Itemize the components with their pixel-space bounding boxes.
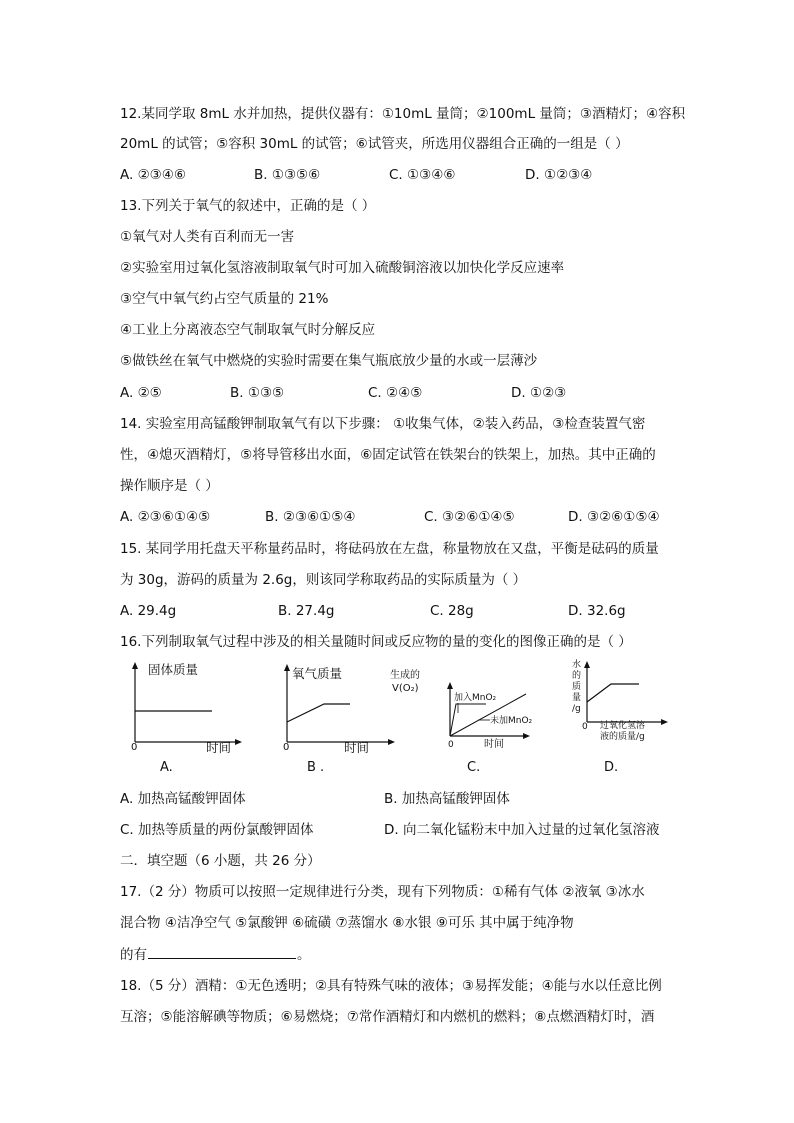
q16-graph-b-origin: 0 xyxy=(283,742,290,753)
q14-option-c: C. ③②⑥①④⑤ xyxy=(424,509,515,525)
q16-graph-c-origin: 0 xyxy=(448,740,454,750)
q16-option-b: B. 加热高锰酸钾固体 xyxy=(384,791,510,807)
q14-line3: 操作顺序是（ ） xyxy=(120,478,219,494)
q12-option-a: A. ②③④⑥ xyxy=(120,167,186,183)
q16-graph-d-ylabel1: 水 xyxy=(572,660,582,670)
q14-option-b: B. ②③⑥①⑤④ xyxy=(265,509,356,525)
q13-option-a: A. ②⑤ xyxy=(120,385,162,401)
q18-line2: 互溶；⑤能溶解碘等物质；⑥易燃烧；⑦常作酒精灯和内燃机的燃料；⑧点燃酒精灯时，酒 xyxy=(120,1009,655,1025)
q17-line3-prefix: 的有 xyxy=(120,947,147,963)
q15-option-a: A. 29.4g xyxy=(120,603,177,619)
q16-graph-c-ylabel1: 生成的 xyxy=(390,670,420,681)
q16-graph-d-origin: 0 xyxy=(582,722,588,732)
q13-item-2: ②实验室用过氧化氢溶液制取氧气时可加入硫酸铜溶液以加快化学反应速率 xyxy=(120,260,565,276)
q17-line2: 混合物 ④洁净空气 ⑤氯酸钾 ⑥硫磺 ⑦蒸馏水 ⑧水银 ⑨可乐 其中属于纯净物 xyxy=(120,915,574,931)
q16-option-c: C. 加热等质量的两份氯酸钾固体 xyxy=(120,822,314,838)
q16-graph-d-caption: D. xyxy=(604,760,619,775)
q16-graph-a-xlabel: 时间 xyxy=(206,740,232,755)
q12-line2: 20mL 的试管；⑤容积 30mL 的试管；⑥试管夹，所选用仪器组合正确的一组是（ ） xyxy=(120,136,629,152)
q17-line3-suffix: 。 xyxy=(297,947,311,963)
q16-graph-c-curve2: 未加MnO₂ xyxy=(490,716,533,726)
q13-option-c: C. ②④⑤ xyxy=(368,385,423,401)
q16-graph-a xyxy=(122,660,242,755)
q15-line1: 15. 某同学用托盘天平称量药品时，将砝码放在左盘，称量物放在又盘，平衡是砝码的质量 xyxy=(120,541,659,557)
q15-option-b: B. 27.4g xyxy=(278,603,335,619)
q12-option-c: C. ①③④⑥ xyxy=(389,167,456,183)
q15-option-c: C. 28g xyxy=(430,603,474,619)
q14-option-d: D. ③②⑥①⑤④ xyxy=(568,509,660,525)
q16-graph-d-xlabel1: 过氧化氢溶 xyxy=(600,721,646,731)
q16-graph-c-ylabel2: V(O₂) xyxy=(392,683,419,694)
q16-graph-c xyxy=(386,666,536,752)
q13-stem: 13.下列关于氧气的叙述中，正确的是（ ） xyxy=(120,198,376,214)
section-2-heading: 二．填空题（6 小题，共 26 分） xyxy=(120,853,321,869)
q16-stem: 16.下列制取氧气过程中涉及的相关量随时间或反应物的量的变化的图像正确的是（ ） xyxy=(120,634,632,650)
q18-line1: 18.（5 分）酒精：①无色透明；②具有特殊气味的液体；③易挥发能；④能与水以任意比例 xyxy=(120,978,662,994)
q16-graph-d-ylabel4: 量 xyxy=(572,693,582,703)
q15-option-d: D. 32.6g xyxy=(568,603,626,619)
q13-item-5: ⑤做铁丝在氧气中燃烧的实验时需要在集气瓶底放少量的水或一层薄沙 xyxy=(120,353,538,369)
q16-graph-b-caption: B . xyxy=(307,760,325,775)
q13-option-d: D. ①②③ xyxy=(511,385,567,401)
q13-item-1: ①氧气对人类有百利而无一害 xyxy=(120,229,295,245)
q16-graph-d-ylabel3: 质 xyxy=(572,682,582,692)
q14-line1: 14. 实验室用高锰酸钾制取氧气有以下步骤： ①收集气体，②装入药品，③检查装置气密 xyxy=(120,416,646,432)
q12-line1: 12.某同学取 8mL 水并加热，提供仪器有：①10mL 量筒；②100mL 量筒；③酒精灯；④容积 xyxy=(120,106,686,122)
q16-option-a: A. 加热高锰酸钾固体 xyxy=(120,791,246,807)
q13-item-4: ④工业上分离液态空气制取氧气时分解反应 xyxy=(120,322,376,338)
q16-graph-d-ylabel5: /g xyxy=(572,704,581,714)
q17-line3 xyxy=(120,944,311,965)
q13-item-3: ③空气中氧气约占空气质量的 21% xyxy=(120,291,329,307)
q14-option-a: A. ②③⑥①④⑤ xyxy=(120,509,211,525)
q16-graph-b-xlabel: 时间 xyxy=(344,740,370,755)
q15-line2: 为 30g，游码的质量为 2.6g，则该同学称取药品的实际质量为（ ） xyxy=(120,572,527,588)
q16-graph-d xyxy=(568,658,672,748)
q16-graph-c-xlabel: 时间 xyxy=(484,739,504,750)
q17-line1: 17.（2 分）物质可以按照一定规律进行分类，现有下列物质：①稀有气体 ②液氧 ③冰水 xyxy=(120,884,645,900)
q16-graph-d-ylabel2: 的 xyxy=(572,671,582,681)
q16-graph-c-curve1: 加入MnO₂ xyxy=(454,693,497,703)
q13-option-b: B. ①③⑤ xyxy=(230,385,285,401)
q16-graph-c-caption: C. xyxy=(467,760,481,775)
q16-graph-a-caption: A. xyxy=(160,760,173,775)
q12-option-b: B. ①③⑤⑥ xyxy=(254,167,321,183)
q16-graph-d-xlabel2: 液的质量/g xyxy=(600,732,645,742)
q17-answer-blank[interactable] xyxy=(148,944,296,959)
q16-graph-a-ylabel: 固体质量 xyxy=(148,662,199,677)
q14-line2: 性，④熄灭酒精灯，⑤将导管移出水面，⑥固定试管在铁架台的铁架上，加热。其中正确的 xyxy=(120,447,656,463)
q16-graph-b xyxy=(278,660,398,755)
q16-graph-a-origin: 0 xyxy=(131,742,138,753)
q16-option-d: D. 向二氧化锰粉末中加入过量的过氧化氢溶液 xyxy=(384,822,660,838)
q16-graph-b-ylabel: 氧气质量 xyxy=(292,666,343,681)
q12-option-d: D. ①②③④ xyxy=(525,167,593,183)
